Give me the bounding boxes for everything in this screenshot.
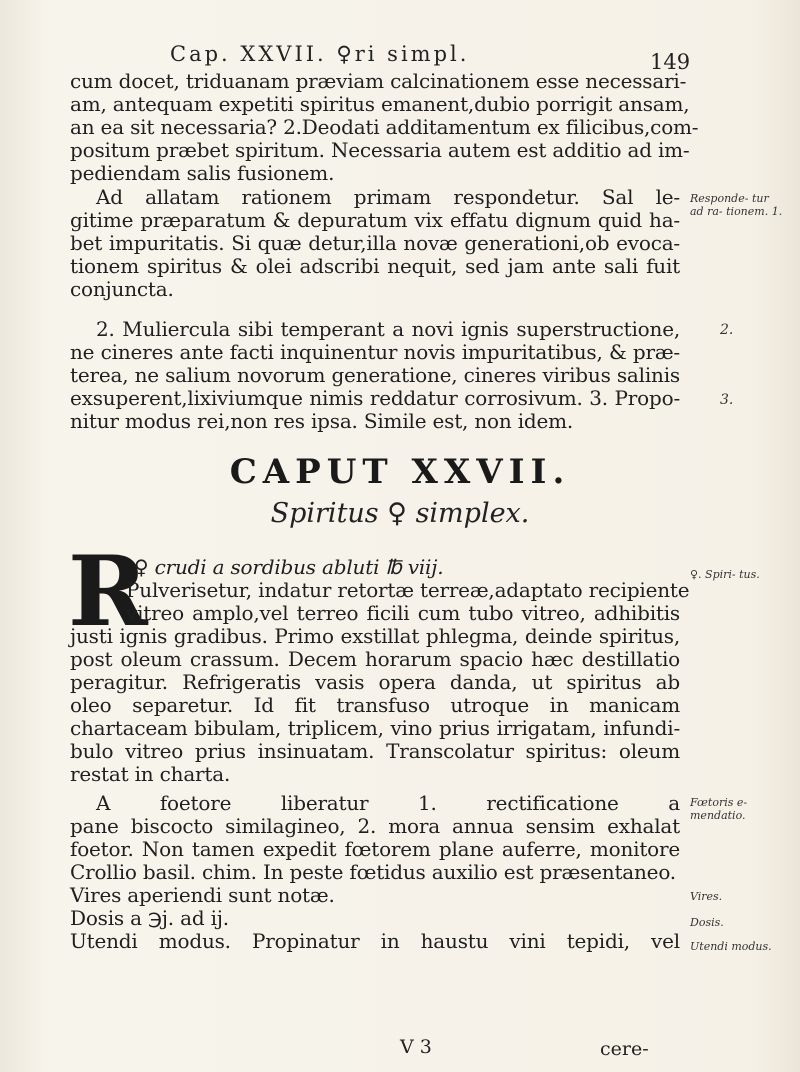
foetor-paragraph	[70, 792, 680, 953]
text-line: ♀ crudi a sordibus abluti ℔ viij.	[134, 555, 444, 579]
text-line: chartaceam bibulam, triplicem, vino prius irrigatam, infundi-	[70, 716, 680, 740]
text-line: conjuncta.	[70, 277, 174, 301]
margin-note-dosis: Dosis.	[690, 916, 724, 929]
text-line: oleo separetur. Id fit transfuso utroque in manicam	[70, 693, 680, 717]
recipe-body	[70, 625, 680, 786]
second-paragraph	[70, 318, 680, 433]
text-line: Pulverisetur, indatur retortæ terreæ,adaptato recipiente	[126, 578, 690, 602]
text-line: restat in charta.	[70, 762, 231, 786]
running-title: Cap. XXVII. ♀ri simpl.	[170, 42, 470, 66]
text-line: ne cineres ante facti inquinentur novis impuritatibus, & præ-	[70, 340, 680, 364]
text-line: bet impuritatis. Si quæ detur,illa novæ generationi,ob evoca-	[70, 231, 680, 255]
recipe-opening	[126, 555, 690, 625]
running-header	[170, 42, 691, 74]
text-line: Dosis a ℈j. ad ij.	[70, 906, 229, 930]
text-line: positum præbet spiritum. Necessaria autem est additio ad im-	[70, 138, 690, 162]
text-line: am, antequam expetiti spiritus emanent,dubio porrigit ansam,	[70, 92, 690, 116]
text-line: foetor. Non tamen expedit fœtorem plane auferre, monitore	[70, 837, 680, 861]
text-line: vitreo amplo,vel terreo ficili cum tubo vitreo, adhibitis	[126, 601, 680, 625]
text-line: post oleum crassum. Decem horarum spacio hæc destillatio	[70, 647, 680, 671]
text-line: peragitur. Refrigeratis vasis opera danda, ut spiritus ab	[70, 670, 680, 694]
chapter-subtitle: Spiritus ♀ simplex.	[270, 498, 530, 529]
text-line: nitur modus rei,non res ipsa. Simile est, non idem.	[70, 409, 574, 433]
text-line: justi ignis gradibus. Primo exstillat phlegma, deinde spiritus,	[70, 624, 680, 648]
text-line: bulo vitreo prius insinuatam. Transcolatur spiritus: oleum	[70, 739, 680, 763]
text-line: Ad allatam rationem primam respondetur. Sal le-	[96, 185, 680, 209]
text-line: Vires aperiendi sunt notæ.	[70, 883, 335, 907]
text-line: an ea sit necessaria? 2.Deodati additamentum ex filicibus,com-	[70, 115, 699, 139]
text-line: exsuperent,lixiviumque nimis reddatur corrosivum. 3. Propo-	[70, 386, 680, 410]
text-line: pane biscocto similagineo, 2. mora annua sensim exhalat	[70, 814, 680, 838]
responsio-paragraph	[70, 186, 680, 301]
text-line: Utendi modus. Propinatur in haustu vini tepidi, vel	[70, 929, 680, 953]
margin-number-3: 3.	[720, 392, 734, 408]
margin-number-2: 2.	[720, 322, 734, 338]
top-paragraph	[70, 69, 699, 185]
margin-note-vires: Vires.	[690, 890, 723, 903]
margin-note-spiritus: ♀. Spiri- tus.	[690, 568, 760, 581]
margin-note-utendi: Utendi modus.	[690, 940, 772, 953]
text-line: 2. Muliercula sibi temperant a novi ignis superstructione,	[96, 317, 680, 341]
text-line: pediendam salis fusionem.	[70, 161, 335, 185]
signature-mark: V 3	[400, 1036, 432, 1058]
text-line: A foetore liberatur 1. rectificatione a	[96, 791, 680, 815]
chapter-heading: CAPUT XXVII.	[229, 452, 571, 492]
page-number: 149	[650, 50, 691, 74]
text-line: terea, ne salium novorum generatione, cineres viribus salinis	[70, 363, 680, 387]
drop-cap: R	[68, 535, 148, 648]
text-line: gitime præparatum & depuratum vix effatu dignum quid ha-	[70, 208, 680, 232]
text-line: cum docet, triduanam præviam calcinationem esse necessari-	[70, 69, 687, 93]
text-line: Crollio basil. chim. In peste fœtidus auxilio est præsentaneo.	[70, 860, 676, 884]
margin-note-foetoris: Fœtoris e- mendatio.	[690, 796, 748, 822]
margin-note-responsio: Responde- tur ad ra- tionem. 1.	[690, 192, 783, 218]
text-line: tionem spiritus & olei adscribi nequit, sed jam ante sali fuit	[70, 254, 680, 278]
catchword: cere-	[600, 1038, 649, 1060]
